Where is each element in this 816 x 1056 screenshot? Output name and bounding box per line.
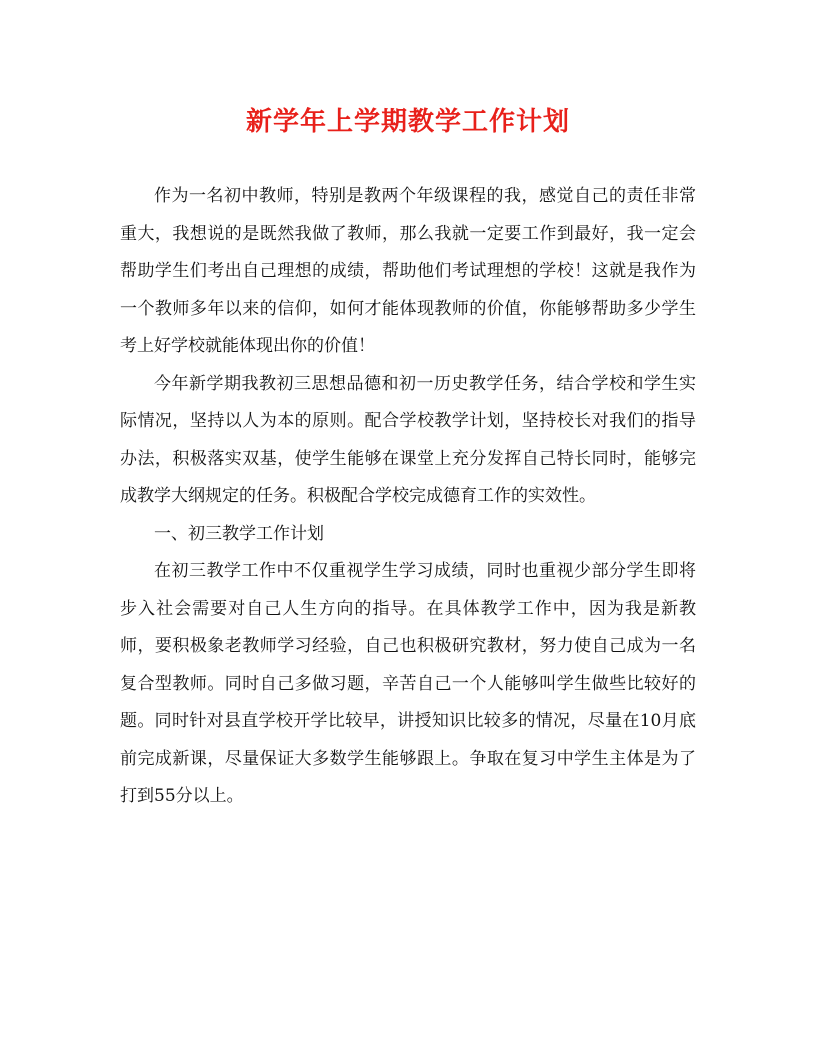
paragraph-grade9-plan: 在初三教学工作中不仅重视学生学习成绩，同时也重视少部分学生即将步入社会需要对自己人生方向的指导。在具体教学工作中，因为我是新教师，要积极象老教师学习经验，自己也积极研究教材，努力使自己成为一名复合型教师。同时自己多做习题，辛苦自己一个人能够叫学生做些比较好的题。同时针对县直学校开学比较早，讲授知识比较多的情况，尽量在10月底前完成新课，尽量保证大多数学生能够跟上。争取在复习中学生主体是为了打到55分以上。 xyxy=(120,561,696,806)
page-title: 新学年上学期教学工作计划 xyxy=(245,107,570,137)
paragraph-semester-plan: 今年新学期我教初三思想品德和初一历史教学任务，结合学校和学生实际情况，坚持以人为本的原则。配合学校教学计划，坚持校长对我们的指导办法，积极落实双基，使学生能够在课堂上充分发挥自己特长同时，能够完成教学大纲规定的任务。积极配合学校完成德育工作的实效性。 xyxy=(120,373,696,506)
section-heading-grade9: 一、初三教学工作计划 xyxy=(154,523,324,544)
paragraph-intro: 作为一名初中教师，特别是教两个年级课程的我，感觉自己的责任非常重大，我想说的是既然我做了教师，那么我就一定要工作到最好，我一定会帮助学生们考出自己理想的成绩，帮助他们考试理想的学校！这就是我作为一个教师多年以来的信仰，如何才能体现教师的价值，你能够帮助多少学生考上好学校就能体现出你的价值！ xyxy=(120,186,696,356)
document-body xyxy=(120,178,696,816)
